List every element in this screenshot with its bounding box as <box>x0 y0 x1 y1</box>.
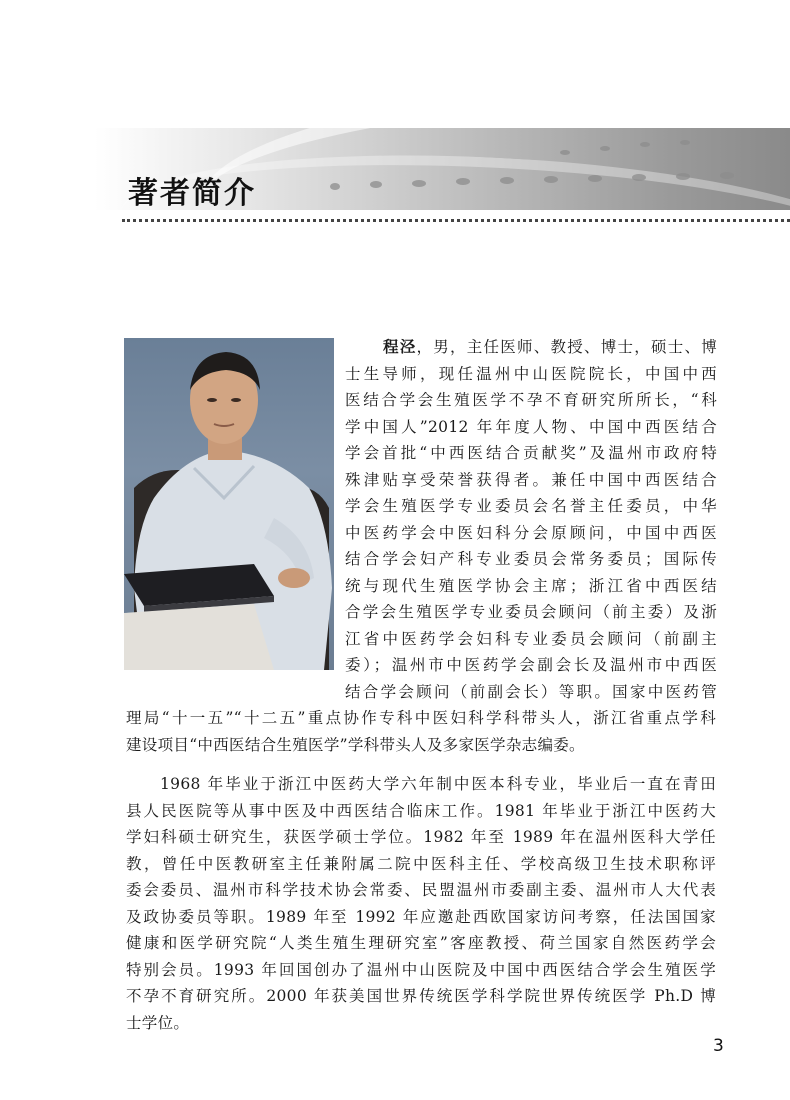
header-dot-decoration <box>500 177 514 184</box>
bio-line: 统与现代生殖医学协会主席；浙江省中西医结 <box>345 576 717 595</box>
author-name: 程泾 <box>383 337 417 356</box>
bio-line: 结合学会顾问（前副会长）等职。国家中医药管 <box>345 682 717 701</box>
bio-line: 建设项目“中西医结合生殖医学”学科带头人及多家医学杂志编委。 <box>126 735 585 754</box>
bio-career-paragraph <box>126 771 716 1036</box>
bio-line: 程泾，男，主任医师、教授、博士，硕士、博 <box>383 337 717 356</box>
bio-line: 医结合学会生殖医学不孕不育研究所所长，“科 <box>345 391 717 409</box>
bio-line: 县人民医院等从事中医及中西医结合临床工作。1981 年毕业于浙江中医药大 <box>126 801 716 820</box>
bio-line: 结合学会妇产科专业委员会常务委员；国际传 <box>345 550 717 568</box>
bio-line: 士学位。 <box>126 1013 190 1032</box>
bio-line: 江省中医药学会妇科专业委员会顾问（前副主 <box>345 629 717 648</box>
bio-line: 中医药学会中医妇科分会原顾问，中国中西医 <box>345 523 717 542</box>
bio-line: 教，曾任中医教研室主任兼附属二院中医科主任、学校高级卫生技术职称评 <box>126 854 716 873</box>
header-dot-decoration <box>632 174 646 181</box>
bio-line: 委）；温州市中医药学会副会长及温州市中西医 <box>345 656 717 674</box>
header-dot-decoration <box>676 173 690 180</box>
bio-intro-continuation <box>126 705 716 758</box>
title-dotted-rule <box>122 219 790 222</box>
header-dot-decoration <box>560 150 570 155</box>
bio-line: 学会生殖医学专业委员会名誉主任委员，中华 <box>345 497 717 515</box>
author-portrait-photo <box>124 338 334 670</box>
bio-line: 健康和医学研究院“人类生殖生理研究室”客座教授、荷兰国家自然医药学会 <box>126 934 716 952</box>
bio-line: 委会委员、温州市科学技术协会常委、民盟温州市委副主委、温州市人大代表 <box>126 881 716 899</box>
header-dot-decoration <box>588 175 602 182</box>
header-dot-decoration <box>412 180 426 187</box>
bio-line: 殊津贴享受荣誉获得者。兼任中国中西医结合 <box>345 470 717 489</box>
header-dot-decoration <box>544 176 558 183</box>
portrait-illustration <box>124 338 334 670</box>
bio-line: 不孕不育研究所。2000 年获美国世界传统医学科学院世界传统医学 Ph.D 博 <box>126 987 716 1005</box>
header-dot-decoration <box>456 178 470 185</box>
bio-line: 士生导师，现任温州中山医院院长，中国中西 <box>345 364 717 383</box>
bio-line: 理局“十一五”“十二五”重点协作专科中医妇科学科带头人，浙江省重点学科 <box>126 709 716 727</box>
bio-line: 学妇科硕士研究生，获医学硕士学位。1982 年至 1989 年在温州医科大学任 <box>126 828 716 846</box>
page-title: 著者简介 <box>128 176 256 211</box>
header-dot-decoration <box>600 146 610 151</box>
bio-line: 合学会生殖医学专业委员会顾问（前主委）及浙 <box>345 603 717 621</box>
bio-line: 学中国人”2012 年年度人物、中国中西医结合 <box>345 417 717 436</box>
bio-line: 特别会员。1993 年回国创办了温州中山医院及中国中西医结合学会生殖医学 <box>126 960 716 979</box>
header-dot-decoration <box>370 181 382 188</box>
bio-line: 及政协委员等职。1989 年至 1992 年应邀赴西欧国家访问考察，任法国国家 <box>126 907 716 926</box>
header-dot-decoration <box>680 140 690 145</box>
header-dot-decoration <box>640 142 650 147</box>
bio-intro-paragraph <box>345 334 717 705</box>
header-dot-decoration <box>330 183 340 190</box>
bio-line: 1968 年毕业于浙江中医药大学六年制中医本科专业，毕业后一直在青田 <box>160 775 716 793</box>
header-dot-decoration <box>720 172 734 179</box>
bio-line: 学会首批“中西医结合贡献奖”及温州市政府特 <box>345 444 717 462</box>
page-number: 3 <box>713 1036 724 1056</box>
header-decoration-band <box>0 128 790 210</box>
